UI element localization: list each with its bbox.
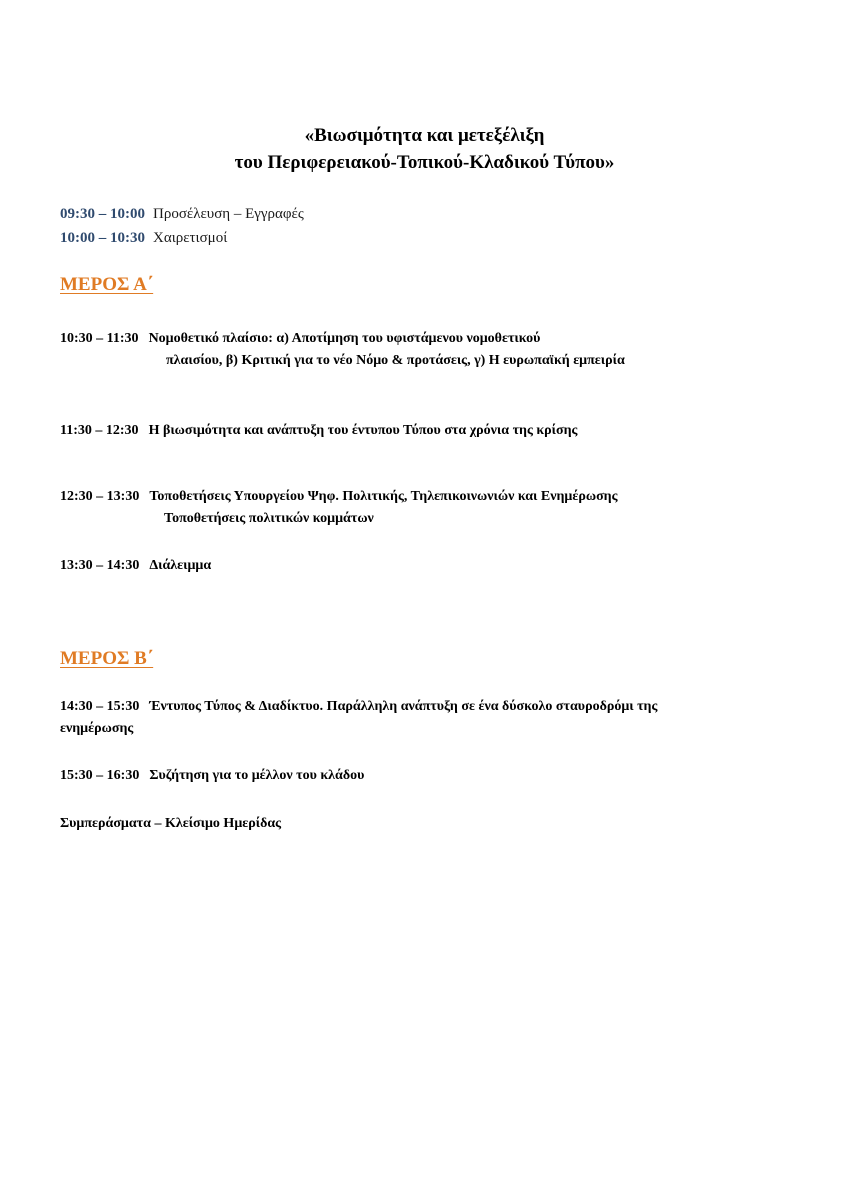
agenda-time: 10:30 – 11:30: [60, 331, 139, 346]
agenda-item-sustainability: [60, 420, 577, 442]
closing-remarks: Συμπεράσματα – Κλείσιμο Ημερίδας: [60, 816, 282, 831]
intro-time: 09:30 – 10:00: [60, 206, 145, 222]
agenda-time: 12:30 – 13:30: [60, 489, 140, 504]
intro-row-registration: [60, 204, 304, 224]
agenda-text: Νομοθετικό πλαίσιο: α) Αποτίμηση του υφιστάμενου νομοθετικού: [148, 331, 541, 346]
agenda-text: Έντυπος Τύπος & Διαδίκτυο. Παράλληλη ανάπτυξη σε ένα δύσκολο σταυροδρόμι της: [149, 699, 658, 714]
agenda-item-legal-framework: [60, 328, 625, 372]
document-title-line-2: του Περιφερειακού-Τοπικού-Κλαδικού Τύπου»: [234, 152, 615, 173]
agenda-text-continuation: πλαισίου, β) Κριτική για το νέο Νόμο & προτάσεις, γ) Η ευρωπαϊκή εμπειρία: [166, 353, 625, 368]
agenda-item-ministry-positions: [60, 486, 618, 530]
document-title-line-1: «Βιωσιμότητα και μετεξέλιξη: [304, 125, 545, 146]
agenda-time: 13:30 – 14:30: [60, 558, 140, 573]
intro-time: 10:00 – 10:30: [60, 230, 145, 246]
section-a-title: ΜΕΡΟΣ Α΄: [60, 274, 154, 295]
agenda-text: Διάλειμμα: [149, 558, 212, 573]
agenda-text: Συζήτηση για το μέλλον του κλάδου: [149, 768, 365, 783]
agenda-text-continuation: ενημέρωσης: [60, 721, 134, 736]
agenda-time: 15:30 – 16:30: [60, 768, 140, 783]
agenda-item-discussion: [60, 765, 364, 787]
intro-row-greetings: [60, 228, 227, 248]
agenda-text-continuation: Τοποθετήσεις πολιτικών κομμάτων: [164, 511, 374, 526]
section-b-title: ΜΕΡΟΣ Β΄: [60, 648, 154, 669]
intro-text: Προσέλευση – Εγγραφές: [153, 206, 304, 222]
intro-text: Χαιρετισμοί: [153, 230, 228, 246]
agenda-item-break: [60, 555, 211, 577]
agenda-time: 14:30 – 15:30: [60, 699, 140, 714]
agenda-text: Τοποθετήσεις Υπουργείου Ψηφ. Πολιτικής, Τηλεπικοινωνιών και Ενημέρωσης: [149, 489, 618, 504]
agenda-text: Η βιωσιμότητα και ανάπτυξη του έντυπου Τύπου στα χρόνια της κρίσης: [148, 423, 578, 438]
agenda-item-print-and-internet: [60, 696, 657, 740]
agenda-time: 11:30 – 12:30: [60, 423, 139, 438]
